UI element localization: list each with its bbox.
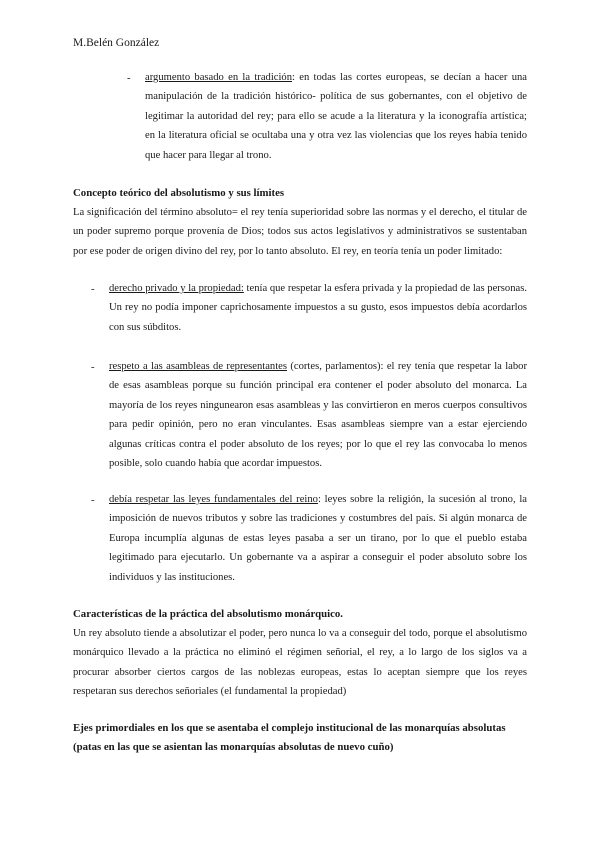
bullet-marker: - (127, 73, 131, 84)
list-item-text: : en todas las cortes europeas, se decían a hacer una manipulación de la tradición histórico- política de sus gobernantes, con el objetivo de legitimar la autoridad del rey; para ello se acude a la literatura y la iconografía artística; en la literatura oficial se ocultaba una y otra vez las violencias que los reyes había tenido que hacer para llegar al trono. (145, 72, 527, 161)
list-item-asambleas (109, 357, 527, 473)
list-item-leyes-fundamentales (109, 490, 527, 587)
author-name: M.Belén González (73, 37, 160, 49)
bullet-marker: - (91, 284, 95, 295)
list-item-lead: respeto a las asambleas de representantes (109, 361, 288, 372)
list-item-lead: argumento basado en la tradición (145, 72, 292, 83)
list-item-text: (cortes, parlamentos): el rey tenía que respetar la labor de esas asambleas porque su función principal era contener el poder absoluto del monarca. La mayoría de los reyes ningunearon esas asambleas y las convirtieron en meros cuerpos consultivos para pedir opinión, pero no eran vinculantes. Esas asambleas siempre van a estar ejerciendo algunas críticas contra el poder absoluto de los reyes; por lo que el rey las convocaba lo menos posible, solo cuando había que acordar impuestos. (109, 361, 527, 470)
bullet-marker: - (91, 495, 95, 506)
list-item-derecho-privado (109, 279, 527, 337)
list-item-text: : leyes sobre la religión, la sucesión al trono, la imposición de nuevos tributos y sobre las tradiciones y costumbres del país. Si algún monarca de Europa incumplía algunas de estas leyes pasaba a ser un tirano, por lo que el pueblo estaba legitimado para ejecutarlo. Un gobernante va a aspirar a conseguir el poder absoluto sobre los individuos y las instituciones. (109, 494, 528, 583)
section-paragraph-caracteristicas: Un rey absoluto tiende a absolutizar el poder, pero nunca lo va a conseguir del todo, porque el absolutismo monárquico llevado a la práctica no eliminó el régimen señorial, el rey, a lo largo de los siglos va a procurar absorber ciertos cargos de las noblezas europeas, estas lo aceptan siempre que los reyes respetaran sus derechos señoriales (el fundamental la propiedad) (73, 628, 527, 698)
section-intro-paragraph: La significación del término absoluto= el rey tenía superioridad sobre las normas y el derecho, el titular de un poder supremo porque provenía de Dios; todos sus actos legislativos y administrativos se sustentaban por ese poder de origen divino del rey, por lo tanto absoluto. El rey, en teoría tenía un poder limitado: (73, 207, 527, 257)
list-item-lead: debía respetar las leyes fundamentales del reino (109, 494, 318, 505)
list-item-text: tenía que respetar la esfera privada y la propiedad de las personas. Un rey no podía imponer caprichosamente impuestos a su gusto, esos impuestos debía acordarlos con sus súbditos. (109, 283, 527, 333)
bullet-marker: - (91, 362, 95, 373)
list-item-tradicion (145, 68, 527, 165)
list-item-lead: derecho privado y la propiedad: (109, 283, 244, 294)
section-heading-caracteristicas: Características de la práctica del absolutismo monárquico. (73, 608, 343, 620)
section-heading-ejes: Ejes primordiales en los que se asentaba el complejo institucional de las monarquías absolutas (patas en las que se asientan las monarquías absolutas de nuevo cuño) (73, 722, 506, 753)
section-heading-concepto: Concepto teórico del absolutismo y sus límites (73, 187, 285, 199)
